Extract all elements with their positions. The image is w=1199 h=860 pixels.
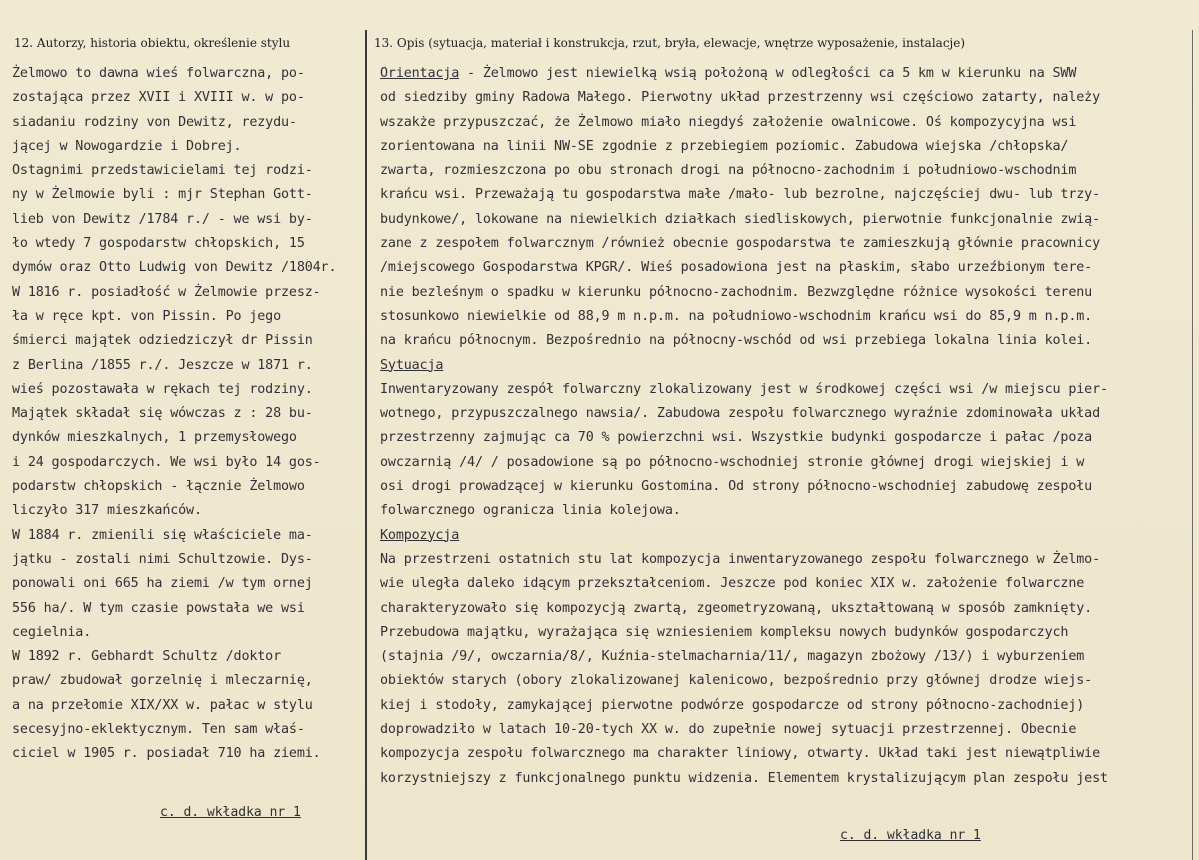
right-text-line — [380, 135, 1192, 159]
right-text-line — [380, 572, 1192, 596]
line-text: korzystniejszy z funkcjonalnego punktu widzenia. Elementem krystalizującym plan zespołu jest — [380, 770, 1108, 786]
section-heading: Sytuacja — [380, 357, 444, 373]
right-column-text — [380, 62, 1192, 791]
line-text: doprowadziło w latach 10-20-tych XX w. do zupełnie nowej sytuacji przestrzennej. Obecnie — [380, 722, 1077, 738]
left-text-line: ciciel w 1905 r. posiadał 710 ha ziemi. — [12, 746, 321, 762]
left-text-line: dymów oraz Otto Ludwig von Dewitz /1804r. — [12, 260, 337, 276]
line-text: Na przestrzeni ostatnich stu lat kompozycja inwentaryzowanego zespołu folwarcznego w Żelmo- — [380, 551, 1100, 567]
left-text-line: ło wtedy 7 gospodarstw chłopskich, 15 — [12, 236, 305, 252]
line-text: wszakże przypuszczać, że Żelmowo miało niegdyś założenie owalnicowe. Oś kompozycyjna wsi — [380, 114, 1077, 130]
line-text: budynkowe/, lokowane na niewielkich działkach siedliskowych, pierwotnie funkcjonalnie zwią- — [380, 211, 1100, 227]
left-text-line: ła w ręce kpt. von Pissin. Po jego — [12, 308, 282, 324]
left-text-line: W 1816 r. posiadłość w Żelmowie przesz- — [12, 284, 321, 300]
line-text: obiektów starych (obory zlokalizowanej kalenicowo, bezpośrednio przy głównej drodze wiejs- — [380, 673, 1093, 689]
right-text-line — [380, 767, 1192, 791]
left-text-line: secesyjno-eklektycznym. Ten sam właś- — [12, 722, 305, 738]
left-text-line: liczyło 317 mieszkańców. — [12, 503, 202, 519]
line-text: wotnego, przypuszczalnego nawsia/. Zabudowa zespołu folwarcznego wyraźnie zdominowała układ — [380, 406, 1100, 422]
left-text-line: śmierci majątek odziedziczył dr Pissin — [12, 333, 313, 349]
line-text: przestrzenny zajmując ca 70 % powierzchni wsi. Wszystkie budynki gospodarcze i pałac /poza — [380, 430, 1093, 446]
right-text-line — [380, 208, 1192, 232]
left-text-line: W 1884 r. zmienili się właściciele ma- — [12, 527, 313, 543]
right-text-line — [380, 281, 1192, 305]
right-text-line — [380, 524, 1192, 548]
right-text-line — [380, 499, 1192, 523]
right-text-line — [380, 475, 1192, 499]
line-text: na krańcu północnym. Bezpośrednio na północny-wschód od wsi przebiega lokalna linia kolei. — [380, 333, 1093, 349]
right-text-line — [380, 645, 1192, 669]
right-text-line — [380, 183, 1192, 207]
right-text-line — [380, 232, 1192, 256]
line-text: nie bezleśnym o spadku w kierunku północno-zachodnim. Bezwzględne różnice wysokości terenu — [380, 284, 1093, 300]
section-heading: Orientacja — [380, 66, 460, 81]
left-text-line: Majątek składał się wówczas z : 28 bu- — [12, 406, 313, 422]
right-column-header: 13. Opis (sytuacja, materiał i konstrukcja, rzut, bryła, elewacje, wnętrze wyposażenie, instalacje) — [374, 36, 966, 50]
line-text: - Żelmowo jest niewielką wsią położoną w odległości ca 5 km w kierunku na SWW — [459, 66, 1077, 81]
left-text-line: 556 ha/. W tym czasie powstała we wsi — [12, 600, 305, 616]
line-text: charakteryzowało się kompozycją zwartą, zgeometryzowaną, ukształtowaną w sposób zamknięty. — [380, 600, 1093, 616]
left-text-line: jątku - zostali nimi Schultzowie. Dys- — [12, 551, 313, 567]
line-text: folwarcznego ogranicza linia kolejowa. — [380, 503, 681, 519]
left-text-line: Żelmowo to dawna wieś folwarczna, po- — [12, 66, 305, 81]
left-text-line: zostająca przez XVII i XVIII w. w po- — [12, 90, 305, 106]
right-text-line — [380, 86, 1192, 110]
line-text: wie uległa daleko idącym przekształceniom. Jeszcze pod koniec XIX w. założenie folwarczne — [380, 576, 1085, 592]
line-text: zane z zespołem folwarcznym /również obecnie gospodarstwa te zamieszkują głównie pracownicy — [380, 236, 1100, 252]
left-text-line: jącej w Nowogardzie i Dobrej. — [12, 138, 242, 154]
line-text: Przebudowa majątku, wyrażająca się wzniesieniem kompleksu nowych budynków gospodarczych — [380, 624, 1069, 640]
left-text-line: Ostagnimi przedstawicielami tej rodzi- — [12, 163, 313, 179]
right-text-line — [380, 111, 1192, 135]
left-text-line: cegielnia. — [12, 624, 92, 640]
left-text-line: podarstw chłopskich - łącznie Żelmowo — [12, 479, 305, 495]
left-text-line: i 24 gospodarczych. We wsi było 14 gos- — [12, 454, 321, 470]
right-text-line — [380, 718, 1192, 742]
left-column-header: 12. Autorzy, historia obiektu, określenie stylu — [14, 36, 291, 50]
right-text-line — [380, 548, 1192, 572]
right-text-line — [380, 742, 1192, 766]
right-continuation-note: c. d. wkładka nr 1 — [840, 828, 981, 843]
line-text: kompozycja zespołu folwarcznego ma charakter liniowy, otwarty. Układ taki jest niewątpliwie — [380, 746, 1100, 762]
frame-right-edge — [1192, 30, 1193, 860]
left-continuation-note: c. d. wkładka nr 1 — [160, 805, 301, 820]
column-divider — [365, 30, 367, 860]
right-text-line — [380, 402, 1192, 426]
right-text-line — [380, 426, 1192, 450]
line-text: Inwentaryzowany zespół folwarczny zlokalizowany jest w środkowej części wsi /w miejscu pier- — [380, 381, 1108, 397]
line-text: krańcu wsi. Przeważają tu gospodarstwa małe /mało- lub bezrolne, najczęściej dwu- lub trzy- — [380, 187, 1100, 203]
right-text-line — [380, 256, 1192, 280]
left-text-line: z Berlina /1855 r./. Jeszcze w 1871 r. — [12, 357, 313, 373]
line-text: osi drogi prowadzącej w kierunku Gostomina. Od strony północno-wschodniej zabudowę zespołu — [380, 479, 1093, 495]
left-text-line: W 1892 r. Gebhardt Schultz /doktor — [12, 649, 282, 665]
line-text: stosunkowo niewielkie od 88,9 m n.p.m. na południowo-wschodnim krańcu wsi do 85,9 m n.p.m. — [380, 308, 1093, 324]
left-column-text — [12, 62, 364, 767]
line-text: zorientowana na linii NW-SE zgodnie z przebiegiem poziomic. Zabudowa wiejska /chłopska/ — [380, 138, 1069, 154]
line-text: (stajnia /9/, owczarnia/8/, Kuźnia-stelmacharnia/11/, magazyn zbożowy /13/) i wyburzeniem — [380, 649, 1085, 665]
right-text-line — [380, 378, 1192, 402]
right-text-line — [380, 159, 1192, 183]
line-text: /miejscowego Gospodarstwa KPGR/. Wieś posadowiona jest na płaskim, słabo urzeźbionym tere- — [380, 260, 1093, 276]
line-text: kiej i stodoły, zamykającej pierwotne podwórze gospodarcze od strony północno-zachodniej) — [380, 697, 1085, 713]
right-text-line — [380, 451, 1192, 475]
left-text-line: ponowali oni 665 ha ziemi /w tym ornej — [12, 576, 313, 592]
left-text-line: lieb von Dewitz /1784 r./ - we wsi by- — [12, 211, 313, 227]
right-text-line — [380, 329, 1192, 353]
line-text: od siedziby gminy Radowa Małego. Pierwotny układ przestrzenny wsi częściowo zatarty, należy — [380, 90, 1100, 106]
left-text-line: praw/ zbudował gorzelnię i mleczarnię, — [12, 673, 313, 689]
right-text-line — [380, 621, 1192, 645]
left-text-line: siadaniu rodziny von Dewitz, rezydu- — [12, 114, 297, 130]
right-text-line — [380, 694, 1192, 718]
line-text: owczarnią /4/ / posadowione są po północno-wschodniej stronie głównej drogi wiejskiej i w — [380, 454, 1085, 470]
left-text-line: ny w Żelmowie byli : mjr Stephan Gott- — [12, 187, 313, 203]
right-text-line — [380, 62, 1192, 86]
right-text-line — [380, 669, 1192, 693]
right-text-line — [380, 305, 1192, 329]
line-text: zwarta, rozmieszczona po obu stronach drogi na północno-zachodnim i południowo-wschodnim — [380, 163, 1077, 179]
left-text-line: wieś pozostawała w rękach tej rodziny. — [12, 381, 313, 397]
left-text-line: a na przełomie XIX/XX w. pałac w stylu — [12, 697, 313, 713]
left-text-line: dynków mieszkalnych, 1 przemysłowego — [12, 430, 297, 446]
right-text-line — [380, 354, 1192, 378]
right-text-line — [380, 597, 1192, 621]
section-heading: Kompozycja — [380, 527, 460, 543]
